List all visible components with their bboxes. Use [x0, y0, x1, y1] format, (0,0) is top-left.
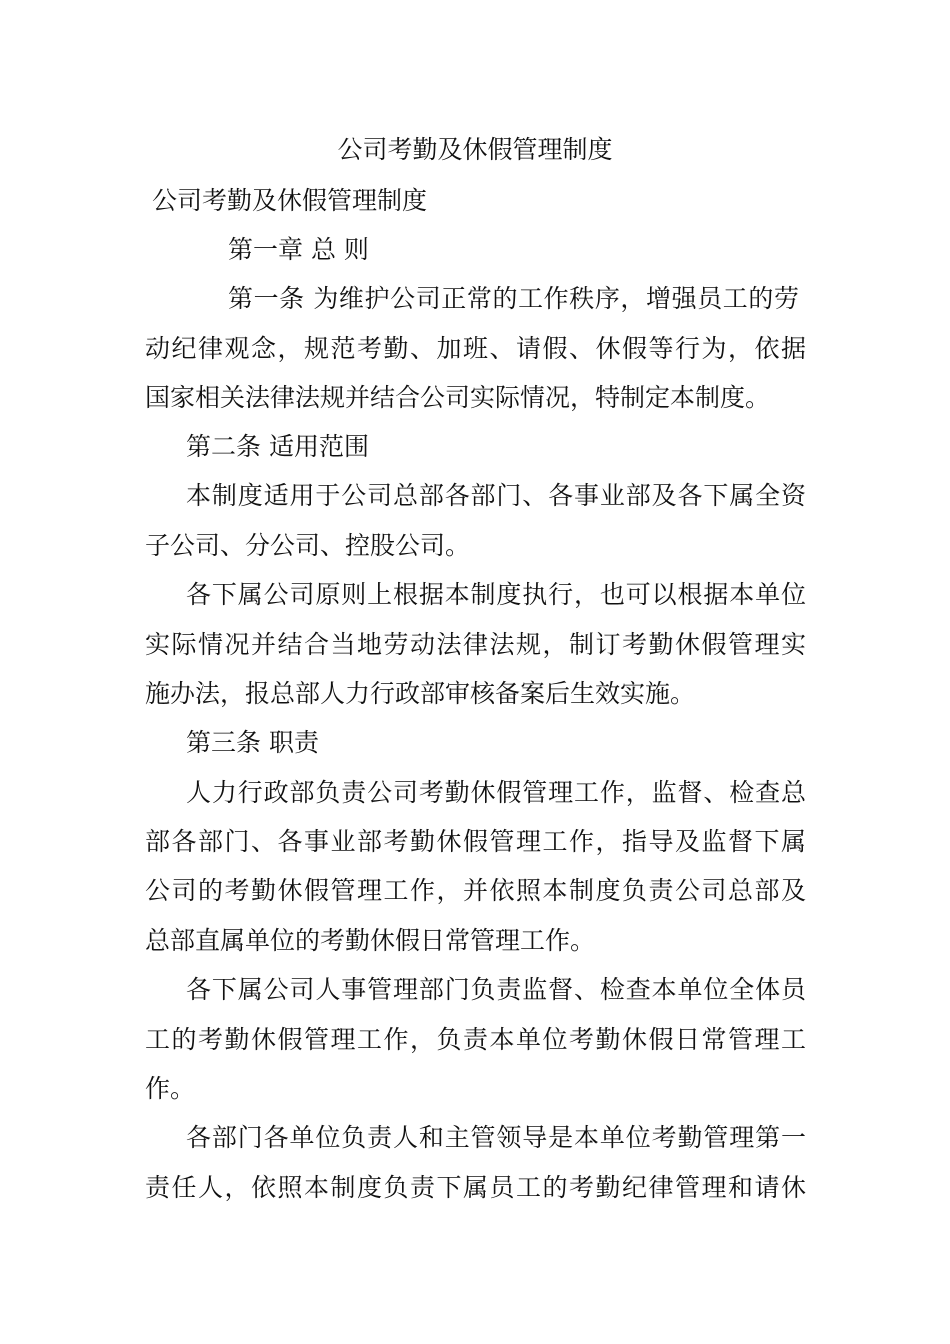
sub-hr-line-2: 工的考勤休假管理工作，负责本单位考勤休假日常管理工	[145, 1025, 806, 1054]
leader-line-1: 各部门各单位负责人和主管领导是本单位考勤管理第一	[186, 1123, 806, 1152]
hr-duty-line-1: 人力行政部负责公司考勤休假管理工作，监督、检查总	[186, 778, 806, 807]
sub-hr-line-1: 各下属公司人事管理部门负责监督、检查本单位全体员	[186, 975, 806, 1004]
subsidiary-line-1: 各下属公司原则上根据本制度执行，也可以根据本单位	[186, 580, 806, 609]
scope-line-2: 子公司、分公司、控股公司。	[145, 531, 471, 560]
hr-duty-line-3: 公司的考勤休假管理工作，并依照本制度负责公司总部及	[145, 876, 806, 905]
hr-duty-line-2: 部各部门、各事业部考勤休假管理工作，指导及监督下属	[145, 827, 806, 856]
article-1-line-2: 动纪律观念，规范考勤、加班、请假、休假等行为，依据	[145, 334, 806, 363]
article-1-line-3: 国家相关法律法规并结合公司实际情况，特制定本制度。	[145, 383, 771, 412]
subsidiary-line-2: 实际情况并结合当地劳动法律法规，制订考勤休假管理实	[145, 630, 806, 659]
chapter-heading: 第一章 总 则	[228, 235, 369, 264]
document-title: 公司考勤及休假管理制度	[337, 135, 613, 164]
leader-line-2: 责任人，依照本制度负责下属员工的考勤纪律管理和请休	[145, 1173, 806, 1202]
article-2-heading: 第二条 适用范围	[186, 432, 369, 461]
scope-line-1: 本制度适用于公司总部各部门、各事业部及各下属全资	[186, 481, 806, 510]
document-subtitle: 公司考勤及休假管理制度	[152, 186, 428, 215]
subsidiary-line-3: 施办法，报总部人力行政部审核备案后生效实施。	[145, 679, 696, 708]
article-1-line-1: 第一条 为维护公司正常的工作秩序，增强员工的劳	[228, 284, 799, 313]
sub-hr-line-3: 作。	[145, 1074, 196, 1103]
hr-duty-line-4: 总部直属单位的考勤休假日常管理工作。	[145, 926, 596, 955]
article-3-heading: 第三条 职责	[186, 728, 319, 757]
